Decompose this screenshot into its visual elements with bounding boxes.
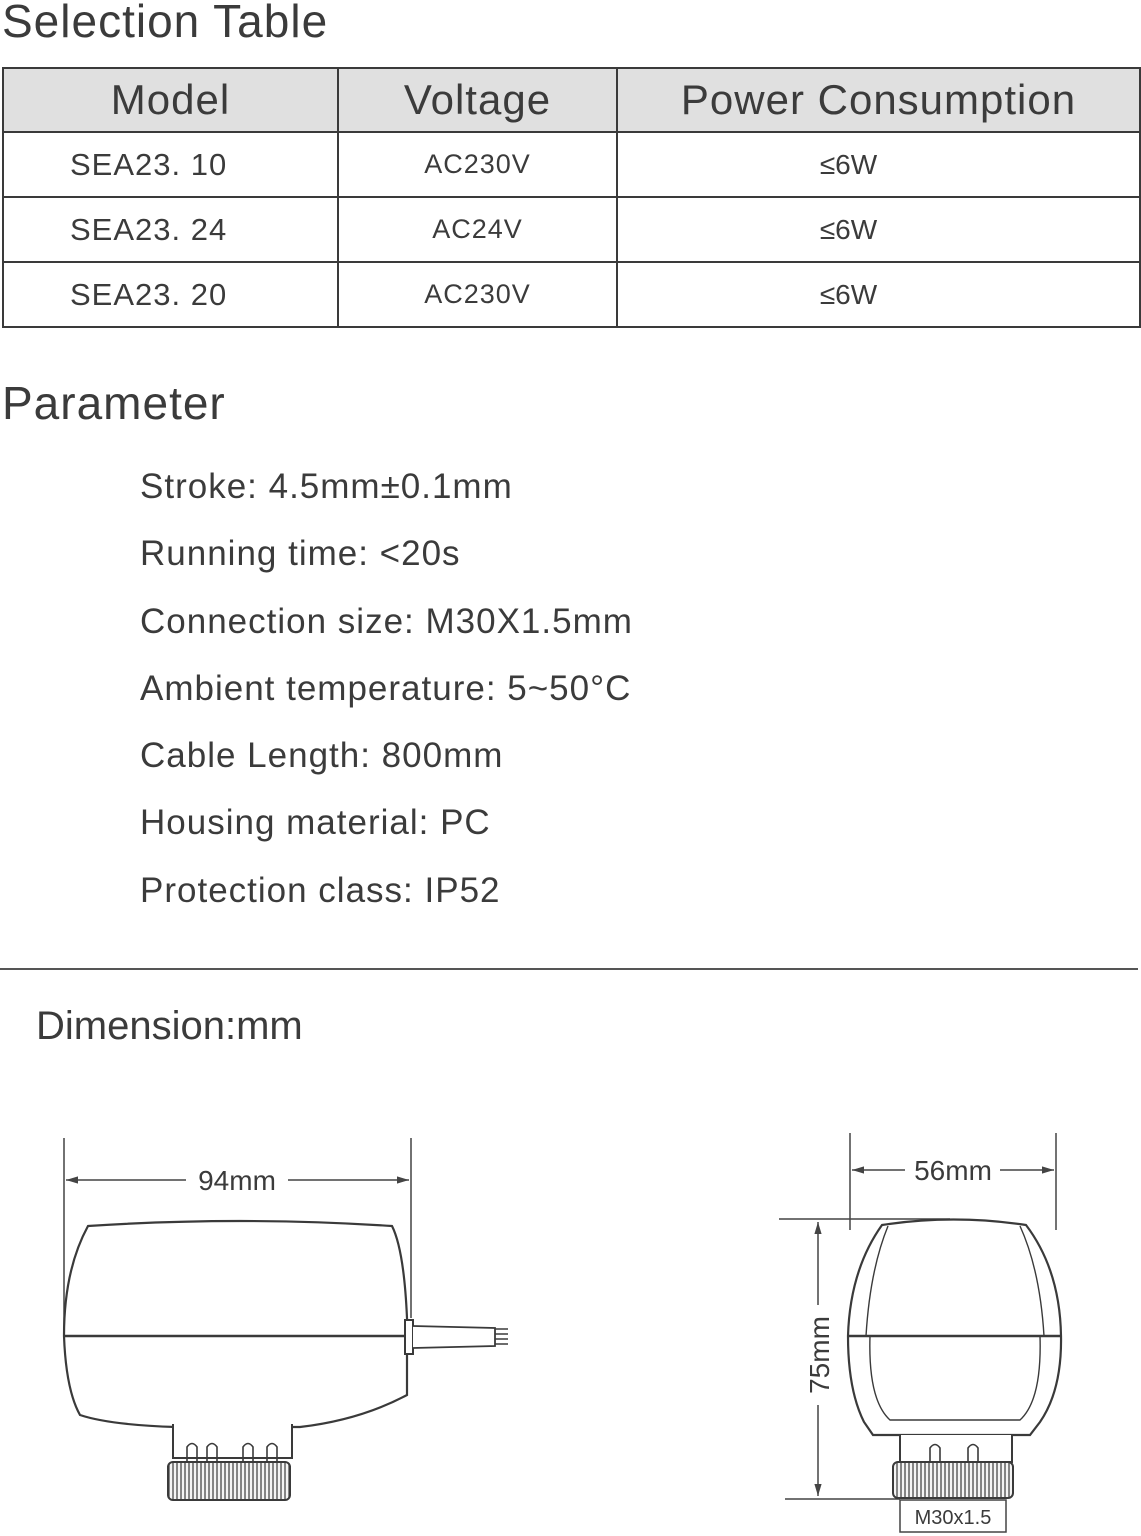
table-row [3, 132, 1140, 197]
param-connection-size: Connection size: M30X1.5mm [140, 601, 633, 641]
voltage-cell: AC24V [338, 197, 617, 262]
param-protection-class: Protection class: IP52 [140, 870, 501, 910]
selection-table [2, 67, 1141, 328]
dimension-title: Dimension:mm [36, 1004, 303, 1048]
model-cell: SEA23. 10 [3, 132, 338, 197]
param-housing-material: Housing material: PC [140, 803, 491, 843]
dimension-drawings [0, 1100, 1141, 1536]
header-power: Power Consumption [617, 68, 1140, 132]
power-cell: ≤6W [617, 132, 1140, 197]
voltage-cell: AC230V [338, 262, 617, 327]
param-stroke: Stroke: 4.5mm±0.1mm [140, 467, 513, 506]
side-width-label: 94mm [198, 1165, 276, 1196]
voltage-cell: AC230V [338, 132, 617, 197]
param-ambient-temperature: Ambient temperature: 5~50°C [140, 668, 632, 708]
section-divider [0, 968, 1138, 970]
thread-label: M30x1.5 [914, 1507, 992, 1529]
front-height-label: 75mm [804, 1316, 835, 1394]
header-voltage: Voltage [338, 68, 617, 132]
side-view-drawing [64, 1138, 508, 1500]
front-width-label: 56mm [914, 1155, 992, 1186]
selection-table-title: Selection Table [2, 0, 329, 47]
model-cell: SEA23. 20 [3, 262, 338, 327]
parameter-title: Parameter [2, 377, 226, 429]
table-row [3, 197, 1140, 262]
table-header-row [3, 68, 1140, 132]
param-cable-length: Cable Length: 800mm [140, 736, 504, 776]
parameter-list [140, 466, 633, 937]
param-running-time: Running time: <20s [140, 534, 461, 574]
header-model: Model [3, 68, 338, 132]
power-cell: ≤6W [617, 197, 1140, 262]
front-view-drawing [779, 1133, 1061, 1532]
power-cell: ≤6W [617, 262, 1140, 327]
model-cell: SEA23. 24 [3, 197, 338, 262]
table-row [3, 262, 1140, 327]
